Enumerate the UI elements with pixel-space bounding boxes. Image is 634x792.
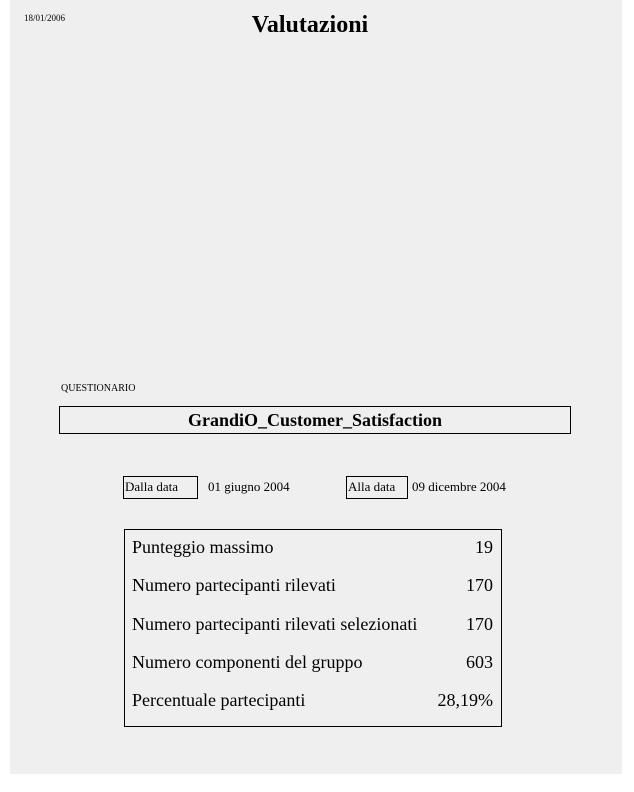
stat-row-max-score: [132, 536, 493, 558]
stat-label: Numero componenti del gruppo: [132, 652, 363, 672]
stat-row-participants: [132, 574, 493, 596]
stat-value: 28,19%: [437, 690, 493, 710]
from-date-label: Dalla data: [123, 476, 198, 499]
statistics-table: [124, 529, 502, 727]
stat-value: 170: [466, 614, 493, 634]
stat-label: Numero partecipanti rilevati selezionati: [132, 614, 418, 634]
questionnaire-name-box: [59, 406, 571, 434]
questionnaire-label: QUESTIONARIO: [61, 383, 136, 394]
stat-row-selected-participants: [132, 613, 493, 635]
page-title: Valutazioni: [251, 12, 369, 38]
from-date-value: 01 giugno 2004: [208, 479, 290, 494]
stat-value: 603: [466, 652, 493, 672]
stat-value: 170: [466, 575, 493, 595]
report-page: [10, 0, 622, 774]
stat-label: Punteggio massimo: [132, 537, 274, 557]
stat-label: Percentuale partecipanti: [132, 690, 306, 710]
stat-row-group-members: [132, 651, 493, 673]
stat-value: 19: [475, 537, 493, 557]
print-date: 18/01/2006: [24, 13, 66, 23]
questionnaire-name: GrandiO_Customer_Satisfaction: [188, 410, 442, 430]
to-date-value: 09 dicembre 2004: [412, 479, 506, 494]
to-date-label: Alla data: [346, 476, 408, 499]
stat-label: Numero partecipanti rilevati: [132, 575, 336, 595]
stat-row-participation-percentage: [132, 689, 493, 711]
